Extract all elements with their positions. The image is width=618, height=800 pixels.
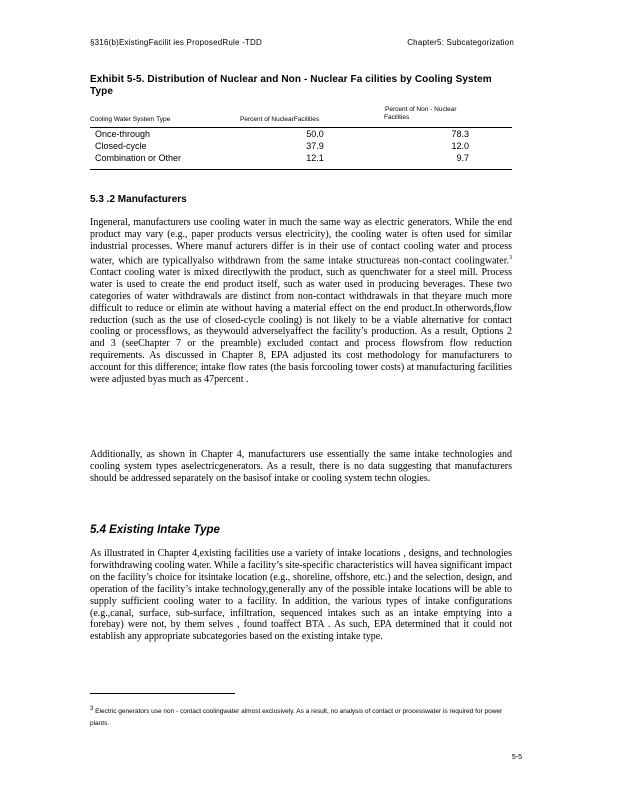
cell-nuclear: 50.0: [306, 129, 324, 139]
col-header-nonnuclear-line2: Facilities: [384, 114, 410, 121]
footnote-separator: [90, 693, 235, 694]
cell-nuclear: 37.9: [306, 141, 324, 151]
col-header-nonnuclear-percent: [384, 106, 457, 122]
paragraph-manufacturers-2: Additionally, as shown in Chapter 4, manufacturers use essentially the same intake technologies and cooling system types aselectricgenerators. As a result, there is no data suggesting that manufacturers should be addressed separately on the basisof intake or cooling system techn ologies.: [90, 449, 512, 484]
section-heading-manufacturers: 5.3 .2 Manufacturers: [90, 194, 187, 205]
cell-nonnuclear: 12.0: [451, 141, 469, 151]
footnote-reference: 3: [509, 254, 512, 261]
page-number: 5-5: [511, 754, 522, 761]
col-header-nonnuclear-line1: Percent of Non - Nuclear: [385, 106, 457, 113]
table-row: [90, 152, 512, 164]
paragraph-text-continued: Contact cooling water is mixed directlywith the product, such as quenchwater for a steel mill. Process water is used to create the end product itself, such as water used in producing beverages. These two categories of water withdrawals are distinct from non-contact withdrawals in that theyare much more difficult to reduce or elimin ate without having a material effect on the end product.In otherwords,flow reduction (such as the use of closed-cycle cooling) is not likely to be a viable alternative for contact cooling or processflows, as theywould adverselyaffect the facility’s production. As a result, Options 2 and 3 (seeChapter 7 or the preamble) excluded contact and process flowsfrom flow reduction requirements. As discussed in Chapter 8, EPA adjusted its cost methodology for manufacturers to account for this difference; intake flow rates (the basis forcooling tower costs) at manufacturing facilities were adjusted byas much as 47percent .: [90, 266, 512, 386]
cell-type: Combination or Other: [95, 153, 182, 163]
running-header-left: §316(b)ExistingFacilit ies ProposedRule -TDD: [90, 38, 262, 47]
footnote: [90, 703, 512, 730]
table-row: [90, 140, 512, 152]
paragraph-existing-intake-type: As illustrated in Chapter 4,existing facilities use a variety of intake locations , designs, and technologies forwithdrawing cooling water. While a facility’s site-specific characteristics will havea significant impact on the facility’s choice for itsintake location (e.g., shoreline, offshore, etc.) and the selection, design, and operation of the facility’s intake technology,generally any of the possible intake locations will be able to supply sufficient cooling water to a facility. In addition, the various types of intake configurations (e.g.,canal, surface, sub-surface, infiltration, sequenced intakes such as an intake emptying into a forebay) were not, by them selves , found toaffect BTA . As such, EPA determined that it could not establish any appropriate subcategories based on the existing intake type.: [90, 548, 512, 643]
cell-type: Once-through: [95, 129, 151, 139]
col-header-cooling-system-type: Cooling Water System Type: [90, 116, 171, 123]
paragraph-manufacturers-1: [90, 217, 512, 386]
table-row: [90, 128, 512, 140]
exhibit-title: Exhibit 5-5. Distribution of Nuclear and Non - Nuclear Fa cilities by Cooling System Type: [90, 74, 492, 97]
running-header-right: Chapter5: Subcategorization: [407, 38, 514, 47]
table-bottom-rule: [90, 169, 512, 170]
section-heading-existing-intake-type: 5.4 Existing Intake Type: [90, 524, 220, 536]
paragraph-text: Ingeneral, manufacturers use cooling water in much the same way as electric generators. While the end product may vary (e.g., paper products versus electricity), the cooling water is often used for similar industrial processes. Where manuf acturers differ is in their use of contact cooling water and process water, which are typicallyalso withdrawn from the same intake structureas non-contact coolingwater.: [90, 217, 512, 267]
col-header-nuclear-percent: Percent of NuclearFacilities: [240, 116, 320, 123]
cell-type: Closed-cycle: [95, 141, 147, 151]
footnote-mark: 3: [90, 706, 94, 712]
footnote-text: Electric generators use non - contact coolingwater almost exclusively. As a result, no analysis of contact or processwater is required for power plants.: [90, 708, 503, 728]
cell-nuclear: 12.1: [306, 153, 324, 163]
cell-nonnuclear: 9.7: [456, 153, 469, 163]
cell-nonnuclear: 78.3: [451, 129, 469, 139]
distribution-table: [90, 127, 512, 164]
